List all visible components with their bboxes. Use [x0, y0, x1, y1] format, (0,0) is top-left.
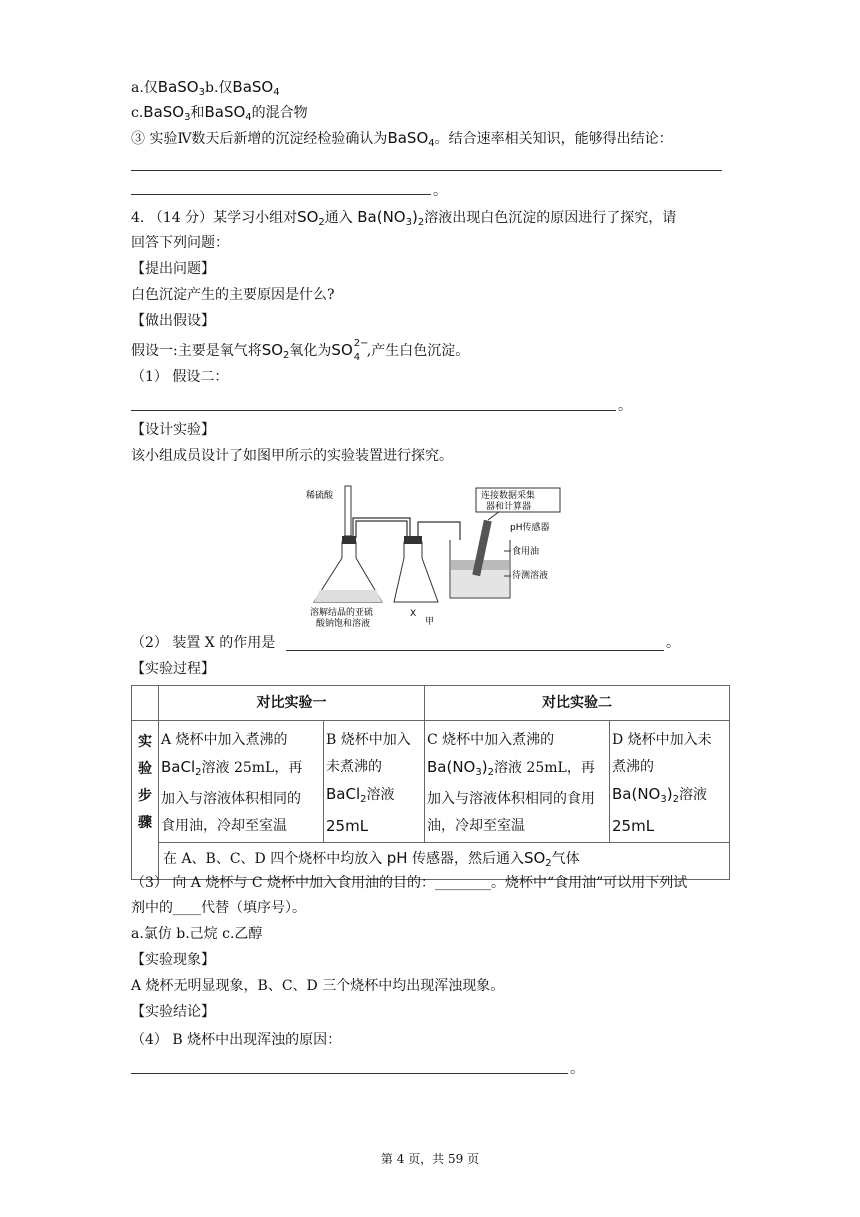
hyp1-prefix: 假设一:主要是氧气将	[131, 343, 262, 359]
label-box-b: 器和计算器	[486, 502, 532, 512]
dropping-funnel	[345, 486, 351, 536]
common-step-mid: 传感器，然后通入	[407, 851, 524, 867]
cell-b-line: 25mL	[326, 817, 369, 835]
flask-1-liquid	[314, 590, 382, 602]
label-solution: 待测溶液	[512, 571, 549, 581]
hyp1-suffix: ,产生白色沉淀。	[366, 343, 470, 359]
side-char: 骤	[138, 815, 152, 831]
header-experiment-2: 对比实验二	[425, 686, 730, 721]
answer-blank[interactable]	[131, 1073, 568, 1074]
cell-a	[159, 721, 324, 843]
sub-question-3-options: a.氯仿 b.己烷 c.乙醇	[131, 926, 263, 942]
experiment-table	[131, 685, 730, 880]
cell-b-line: 未煮沸的	[326, 759, 382, 775]
side-char: 验	[138, 761, 152, 777]
cell-b-line: BaCl$_2$溶液	[326, 785, 395, 805]
and-text: 和	[190, 105, 205, 121]
q3-prefix: ③ 实验Ⅳ数天后新增的沉淀经检验确认为	[131, 131, 388, 147]
question-text: 白色沉淀产生的主要原因是什么?	[131, 287, 335, 303]
hypothesis-1: 假设一:主要是氧气将$SO_2$氧化为SO 2− 4 ,产生白色沉淀。	[131, 338, 470, 363]
option-line-c: c.BaSO$_3$和BaSO$_4$的混合物	[131, 103, 308, 123]
option-a-text: a.仅	[131, 80, 158, 96]
period: 。	[618, 398, 632, 414]
cell-d-line: D 烧杯中加入未	[612, 732, 712, 748]
side-char: 步	[138, 788, 152, 804]
side-label	[132, 721, 159, 880]
section-question: 【提出问题】	[131, 261, 215, 277]
section-hypothesis: 【做出假设】	[131, 313, 215, 329]
cell-c-text: 溶液 25mL，再	[493, 760, 595, 776]
cell-common-step: 在 A、B、C、D 四个烧杯中均放入 pH 传感器，然后通入$SO_2$气体	[159, 843, 730, 880]
label-oil: 食用油	[512, 547, 540, 557]
cell-c-line: 加入与溶液体积相同的食用	[427, 791, 595, 807]
design-text: 该小组成员设计了如图甲所示的实验装置进行探究。	[131, 448, 453, 464]
option-line-ab: a.仅BaSO$_3$b.仅BaSO$_4$	[131, 78, 280, 98]
cell-c-line: C 烧杯中加入煮沸的	[427, 732, 555, 748]
common-step-suffix: 气体	[551, 851, 580, 867]
sub-question-2	[131, 633, 275, 653]
question-3-line: ③ 实验Ⅳ数天后新增的沉淀经检验确认为BaSO$_4$。结合速率相关知识，能够得出结论：	[131, 129, 673, 149]
label-flask-1-b: 酸钠饱和溶液	[316, 619, 371, 628]
option-c-text: c.	[131, 105, 144, 121]
section-process: 【实验过程】	[131, 661, 215, 677]
page-footer: 第 4 页，共 59 页	[380, 1152, 480, 1166]
cell-a-line: 加入与溶液体积相同的	[161, 791, 301, 807]
figure-caption: 甲	[425, 617, 435, 627]
cell-a-text: 溶液 25mL，再	[201, 760, 303, 776]
cell-d	[610, 721, 730, 843]
cell-b-line: B 烧杯中加入	[326, 732, 411, 748]
period: 。	[666, 635, 680, 651]
option-b-text: b.仅	[204, 80, 233, 96]
label-acid: 稀硫酸	[306, 491, 334, 501]
period: 。	[570, 1061, 584, 1077]
answer-blank[interactable]	[131, 194, 431, 195]
sub-question-3-a: （3） 向 A 烧杯与 C 烧杯中加入食用油的目的：________。烧杯中“食用油”可以用下列试	[131, 875, 688, 891]
answer-blank[interactable]	[131, 170, 722, 171]
common-step-prefix: 在 A、B、C、D 四个烧杯中均放入	[163, 851, 387, 867]
label-box-a: 连接数据采集	[481, 491, 536, 501]
period: 。	[433, 183, 447, 199]
q2-text: （2） 装置 X 的作用是	[131, 635, 276, 651]
question-4-title: 4. （14 分）某学习小组对$SO_2$通入 $Ba(NO_3)_2$溶液出现白色沉淀的原因进行了探究，请	[131, 208, 677, 228]
sub-question-3-b: 剂中的____代替（填序号）。	[131, 900, 306, 916]
cell-b-text: 溶液	[366, 787, 395, 803]
phenomenon-text: A 烧杯无明显现象，B、C、D 三个烧杯中均出现浑浊现象。	[131, 978, 505, 994]
answer-blank[interactable]	[286, 650, 664, 651]
hyp1-mid: 氧化为	[289, 343, 332, 359]
cell-a-line: A 烧杯中加入煮沸的	[161, 732, 288, 748]
section-phenomenon: 【实验现象】	[131, 952, 215, 968]
stopper-1	[342, 536, 356, 544]
table-corner	[132, 686, 159, 721]
cell-d-text: 溶液	[678, 787, 707, 803]
cell-c	[425, 721, 610, 843]
q4-prefix: 4. （14 分）某学习小组对	[131, 210, 298, 226]
label-ph: pH传感器	[510, 523, 550, 533]
cell-c-line: 油，冷却至室温	[427, 818, 525, 834]
cell-d-line: 25mL	[612, 817, 655, 835]
sub-question-1: （1） 假设二：	[131, 369, 229, 385]
section-design: 【设计实验】	[131, 422, 215, 438]
cell-d-line: 煮沸的	[612, 759, 654, 775]
flask-x	[394, 542, 438, 602]
cell-a-line: BaCl$_2$溶液 25mL，再	[161, 758, 303, 778]
q4-mid: 通入	[324, 210, 358, 226]
apparatus-figure	[300, 478, 580, 628]
cell-a-line: 食用油，冷却至室温	[161, 818, 287, 834]
cell-b	[324, 721, 425, 843]
q4-line-2: 回答下列问题：	[131, 235, 229, 251]
cell-d-line: $Ba(NO_3)_2$溶液	[612, 785, 707, 805]
label-flask-1-a: 溶解结晶的亚硫	[310, 608, 374, 618]
answer-blank[interactable]	[131, 410, 616, 411]
side-char: 实	[138, 734, 152, 750]
label-x: X	[410, 609, 417, 619]
section-conclusion: 【实验结论】	[131, 1004, 215, 1020]
stopper-2	[404, 536, 422, 544]
q3-suffix: 。结合速率相关知识，能够得出结论：	[434, 131, 673, 147]
mixture-text: 的混合物	[251, 105, 308, 121]
tube-1-inner	[356, 521, 407, 542]
header-experiment-1: 对比实验一	[159, 686, 425, 721]
q4-suffix: 溶液出现白色沉淀的原因进行了探究，请	[424, 210, 677, 226]
cell-c-line: $Ba(NO_3)_2$溶液 25mL，再	[427, 758, 595, 778]
sub-question-4: （4） B 烧杯中出现浑浊的原因：	[131, 1032, 342, 1048]
